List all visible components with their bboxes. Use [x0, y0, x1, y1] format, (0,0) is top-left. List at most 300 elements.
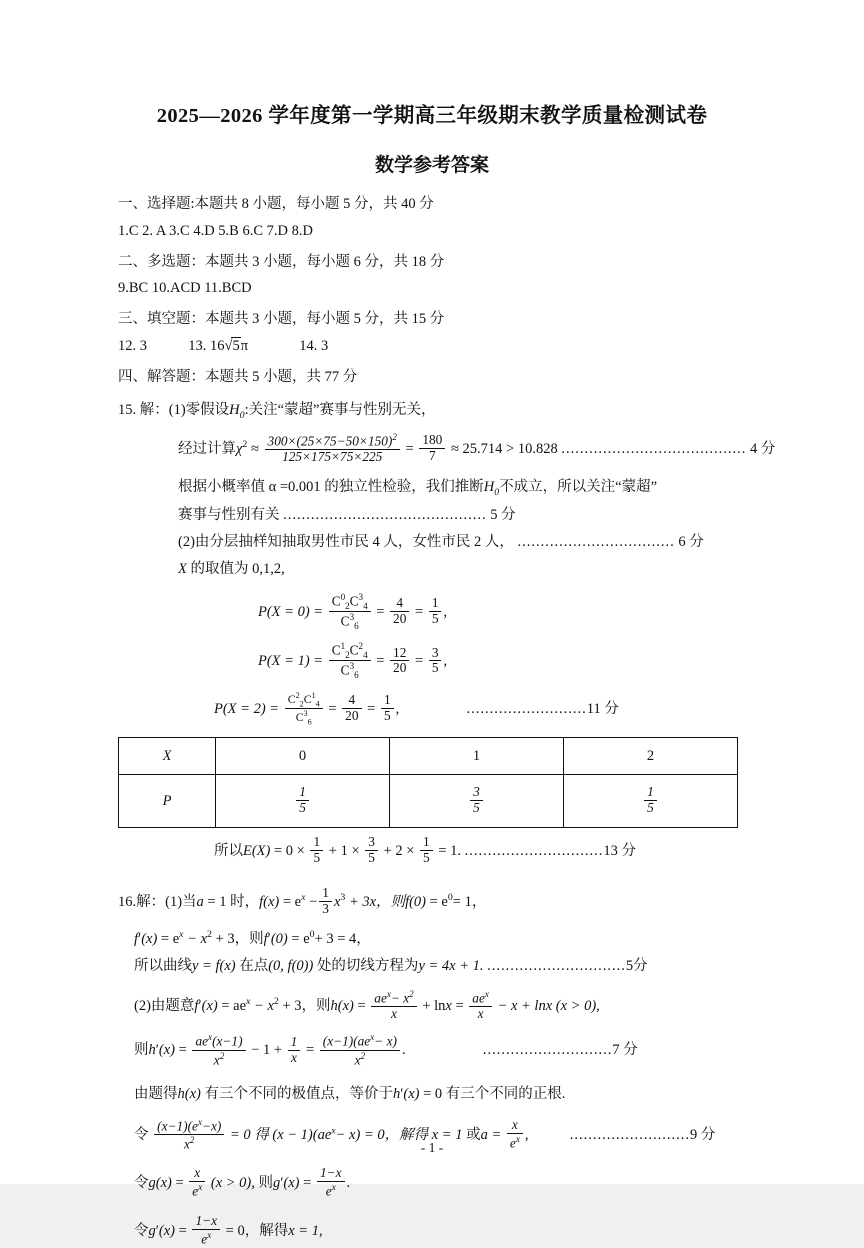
q15-p1-c3-sub: 6 [354, 670, 359, 681]
q15-ex-f2 [365, 835, 378, 866]
table-cell-p-label: P [119, 775, 216, 828]
q15-line-6 [178, 556, 746, 583]
q15-ex-f3 [420, 835, 433, 866]
q16-l2-i: + 3 = 4， [314, 931, 371, 948]
q15-ex-f1 [310, 835, 323, 866]
q15-chi-sup: 2 [242, 438, 248, 450]
q15-p2-f3-num: 1 [381, 693, 394, 709]
q15-p0-c3-sup: 3 [349, 611, 355, 622]
q16-l5-fr2-den: x [291, 1049, 297, 1065]
q16-l3-d: (0, f(0)) [268, 958, 314, 974]
q16-l1-a: 16.解：(1)当 [118, 894, 197, 911]
q16-l4-e: − x [254, 997, 274, 1014]
q15-l1-rest: :关注“蒙超”赛事与性别无关， [244, 401, 436, 418]
q16-l7-fr2-den-sup: x [515, 1133, 520, 1144]
q15-p2-fraction-2 [342, 693, 361, 724]
q16-l8-i: . [346, 1175, 351, 1192]
q16-line-8 [134, 1167, 746, 1200]
q16-l5-d: = [178, 1042, 187, 1059]
q16-l4-e-sup: 2 [273, 995, 279, 1007]
q16-l6-d: h [392, 1085, 401, 1102]
p0-fraction [296, 785, 309, 816]
q16-score-1: 5分 [625, 958, 648, 974]
section-3-heading: 三、填空题：本题共 3 小题，每小题 5 分，共 15 分 [118, 311, 445, 328]
q15-p1-f2-den: 20 [393, 660, 407, 676]
q15-ex-f1-num: 1 [310, 835, 323, 851]
q16-l1-frac [319, 886, 332, 917]
q15-p0-eq2: = [415, 603, 424, 620]
q16-l4-j: x [445, 997, 452, 1014]
q15-p1-c2: C [349, 642, 359, 658]
q16-l4-h: = [357, 997, 366, 1014]
q15-p1-fraction-2 [390, 646, 409, 677]
q15-p0-c1-sub: 2 [345, 600, 350, 611]
q16-l2-h: = e [291, 931, 310, 948]
q16-l3-a: 所以曲线 [134, 958, 192, 974]
q16-l6-prime: ′ [400, 1085, 404, 1102]
page-subtitle: 数学参考答案 [374, 155, 489, 176]
table-cell-p-0 [216, 775, 390, 828]
q16-l2-g: (0) [270, 931, 288, 948]
q16-l5-b: h [148, 1042, 156, 1059]
q15-p1-c2-sup: 2 [358, 641, 364, 652]
answer-13-suffix: π [240, 338, 249, 355]
q16-l8-a: 令 [134, 1175, 149, 1192]
q16-l7-d: x = 1 [431, 1126, 463, 1143]
q15-f1-num: 300×(25×75−50×150) [267, 433, 393, 449]
q16-l1-e-sup: x [301, 892, 306, 904]
sqrt-5: √5 [224, 338, 240, 355]
q15-p1-f3-num: 3 [429, 646, 442, 662]
q15-chi-fraction-1 [265, 432, 400, 465]
q16-line-3 [134, 953, 746, 980]
q15-p0-c3-sub: 6 [354, 621, 359, 632]
q15-p0-label: P(X = 0) = [258, 603, 324, 620]
q16-l5-c: (x) [158, 1042, 176, 1059]
q16-l8-fr2-den: e [325, 1183, 332, 1199]
q15-p0-f3-den: 5 [431, 610, 439, 626]
q15-p2-c2-sub: 4 [315, 699, 320, 709]
q16-l4-prime: ′ [198, 997, 202, 1014]
q15-p2-c2: C [303, 691, 312, 706]
q15-p0-c1-sup: 0 [340, 591, 346, 602]
q16-l8-fr2-den-sup: x [331, 1182, 336, 1193]
q15-f2-num: 180 [419, 433, 445, 449]
table-cell-x-label: X [119, 738, 216, 775]
q16-l5-frac2 [288, 1035, 301, 1066]
q15-ex-f1-den: 5 [313, 850, 321, 866]
q16-l7-a: 令 [134, 1126, 149, 1143]
q16-l2-prime2: ′ [267, 931, 271, 948]
q15-p2-line [214, 692, 746, 728]
q16-l9-e: = 0，解得 [225, 1222, 289, 1239]
section-1-answers: 1.C 2. A 3.C 4.D 5.B 6.C 7.D 8.D [118, 222, 313, 239]
distribution-table [118, 737, 738, 828]
q16-l4-a: (2)由题意 [134, 997, 195, 1014]
q16-l6-e: (x) [403, 1085, 420, 1102]
q15-chi-pre: 经过计算 [178, 440, 236, 457]
q15-p1-line [258, 642, 746, 682]
q16-l1-h: + 3x，则 [348, 894, 406, 911]
q15-f1-den: 125×175×75×225 [282, 449, 383, 465]
q16-l2-d-sup: 2 [207, 929, 212, 941]
q16-l5-fr3-num-sup: x [370, 1032, 375, 1043]
q15-p2-c3: C [295, 710, 304, 725]
q16-l9-fr-den-sup: x [207, 1229, 212, 1240]
q16-l1-i: f(0) [405, 894, 426, 911]
q15-p0-f2-num: 4 [390, 596, 409, 612]
q15-l3-h0-sub: 0 [494, 487, 500, 499]
q16-l9-frac [192, 1214, 220, 1247]
section-2-heading: 二、多选题：本题共 3 小题，每小题 6 分，共 18 分 [118, 253, 445, 270]
q15-ex-f2-num: 3 [365, 835, 378, 851]
q16-l3-b: y = f(x) [192, 958, 236, 974]
q15-p0-c2-sup: 3 [358, 591, 364, 602]
q15-score-5: 13 分 [603, 843, 637, 860]
q16-l4-f: + 3，则 [282, 997, 331, 1014]
p2-fraction [644, 785, 657, 816]
q15-p0-fraction-2 [390, 596, 409, 627]
q16-dots-3: .......................... [569, 1126, 690, 1143]
q15-expectation-line [214, 836, 746, 867]
q15-p2-comma: , [395, 700, 400, 717]
q15-p2-eq1: = [328, 700, 337, 717]
q15-p2-f3-den: 5 [383, 708, 391, 724]
q15-p1-c1-sub: 2 [345, 650, 350, 661]
q15-p0-f2-den: 20 [393, 610, 407, 626]
q16-l9-d: = [178, 1222, 187, 1239]
q16-l4-frac2 [469, 989, 492, 1022]
q15-l6-rest: 的取值为 0,1,2, [190, 560, 285, 577]
q15-chi-fraction-2 [419, 433, 445, 464]
p1-num: 3 [470, 785, 483, 801]
q16-l4-g: h(x) [330, 997, 354, 1014]
q16-l5-fr1-num2: (x−1) [212, 1033, 243, 1049]
q15-p1-label: P(X = 1) = [258, 653, 324, 670]
q15-f1-num-sup: 2 [392, 431, 397, 442]
q16-l5-prime: ′ [155, 1042, 159, 1059]
q16-l9-c: (x) [158, 1222, 176, 1239]
q15-p1-comma: , [443, 653, 448, 670]
q16-l2-prime: ′ [138, 931, 142, 948]
q15-p2-c3-sup: 3 [303, 709, 308, 719]
q16-l9-f: x = 1, [288, 1222, 323, 1239]
q15-p0-c1: C [331, 593, 341, 609]
q15-f2-den: 7 [428, 447, 436, 463]
q16-l9-a: 令 [134, 1222, 149, 1239]
q15-score-3: 6 分 [678, 534, 704, 551]
page-title: 2025—2026 学年度第一学期高三年级期末教学质量检测试卷 [156, 105, 708, 127]
q15-chi-approx: ≈ [250, 440, 259, 457]
q15-p2-c3-sub: 6 [307, 717, 312, 727]
q16-l4-b: f [194, 997, 199, 1014]
q16-l8-f: g [273, 1175, 281, 1192]
q16-l8-g: (x) [283, 1175, 300, 1192]
q16-l7-b-sup: x [331, 1125, 336, 1137]
q15-p1-fraction-3 [429, 646, 442, 677]
answer-14: 14. 3 [299, 338, 329, 355]
q16-l4-d-sup: x [246, 995, 251, 1007]
q16-l5-fr1-den: x [213, 1051, 220, 1067]
q15-line-1 [118, 397, 746, 425]
q16-l4-c: (x) [201, 997, 218, 1014]
q15-ex-mid1: + 1 × [328, 843, 360, 860]
q15-p2-fraction-3 [381, 693, 394, 724]
q15-p1-c3-sup: 3 [349, 661, 355, 672]
p0-num: 1 [296, 785, 309, 801]
q16-l5-fr3-num2: − x) [374, 1033, 397, 1049]
q15-dots-4: .......................... [466, 700, 587, 717]
q15-p0-fraction [329, 592, 371, 632]
q16-l4-fr-num2: − x [390, 990, 410, 1006]
q16-l5-fr1-num: ae [195, 1033, 209, 1049]
q16-l7-fr2-num: x [507, 1118, 523, 1134]
q15-ex-mid2: + 2 × [383, 843, 415, 860]
q16-var-a: a [196, 894, 204, 911]
q15-p0-f3-num: 1 [429, 596, 442, 612]
q15-line-5 [178, 529, 746, 556]
q16-l2-c: = e [160, 931, 180, 948]
q15-p1-f2-num: 12 [390, 646, 409, 662]
q16-l8-c: = [175, 1175, 184, 1192]
q15-p0-line [258, 593, 746, 633]
q15-dots-2: ............................................ [283, 507, 487, 524]
q16-l5-fr3-num: (x−1)(ae [322, 1033, 371, 1049]
q16-l4-fr-num2-sup: 2 [409, 988, 414, 999]
q16-l4-fr-num: ae [374, 990, 387, 1006]
q16-l8-fr-den-sup: x [198, 1182, 203, 1193]
p2-den: 5 [647, 799, 654, 815]
q16-l3-e: 处的切线方程为 [316, 958, 419, 974]
q16-l2-f2: f [263, 931, 268, 948]
section-3-answers [118, 333, 746, 360]
q15-p2-c1-sup: 2 [295, 690, 300, 700]
q16-l2-h-sup: 0 [309, 929, 315, 941]
q15-eq-1: = [405, 440, 414, 457]
q15-dots-1: ........................................ [561, 440, 747, 457]
q15-chi-line [178, 431, 776, 466]
q16-l7-e: 或 [466, 1126, 481, 1143]
q15-chi-symbol: χ [236, 440, 243, 457]
q16-l7-c: − x) = 0，解得 [335, 1126, 429, 1143]
q16-l5-fr2-num: 1 [288, 1035, 301, 1051]
q15-p1-eq1: = [376, 653, 385, 670]
table-cell-p-2 [564, 775, 738, 828]
q16-l3-c: 在点 [239, 958, 269, 974]
q15-ex-label: E(X) [243, 843, 271, 860]
q16-line-4 [134, 990, 746, 1023]
q16-line-9 [134, 1212, 746, 1248]
q16-l2-d: − x [187, 931, 208, 948]
q15-p1-c3: C [340, 662, 350, 678]
q15-p1-fraction [329, 641, 371, 681]
q15-p0-comma: , [443, 603, 448, 620]
q16-l4-fr-num-sup: x [386, 988, 391, 999]
q15-score-1: 4 分 [749, 440, 776, 457]
q16-l1-c: = 1 时， [207, 894, 260, 911]
q16-l8-fr2-num: 1−x [317, 1166, 345, 1182]
q16-l4-fr2-num-sup: x [484, 988, 489, 999]
q16-l8-h: = [303, 1175, 312, 1192]
q15-l3-rest: 不成立，所以关注“蒙超” [499, 479, 658, 496]
q15-l4-text: 赛事与性别有关 [178, 507, 280, 524]
q15-p1-f3-den: 5 [431, 660, 439, 676]
q16-l2-c-sup: x [179, 929, 184, 941]
table-cell-x-2: 2 [564, 738, 738, 775]
q15-ex-eq: = 0 × [274, 843, 305, 860]
table-cell-x-0: 0 [216, 738, 390, 775]
page-number: - 1 - [420, 1140, 444, 1155]
q16-dots-2: ............................ [482, 1042, 613, 1059]
q16-l4-k: = [455, 997, 464, 1014]
q16-l5-f: = [305, 1042, 315, 1059]
q15-l5-text: (2)由分层抽样知抽取男性市民 4 人，女性市民 2 人， [178, 534, 514, 551]
q16-fx: f(x) [259, 894, 280, 911]
q16-l4-fr2-den: x [477, 1006, 484, 1022]
answer-12: 12. 3 [118, 338, 147, 355]
table-row [119, 738, 738, 775]
q16-l2-e: + 3，则 [215, 931, 264, 948]
q15-p2-f2-num: 4 [342, 693, 361, 709]
q15-chi-value: ≈ 25.714 > 10.828 [450, 440, 558, 457]
q15-ex-f3-num: 1 [420, 835, 433, 851]
q16-l5-frac1 [192, 1032, 245, 1068]
q16-l1-g-sup: 3 [340, 892, 346, 904]
q15-p2-fraction [285, 691, 323, 727]
q16-l4-fr2-num: ae [472, 990, 485, 1006]
q15-p0-eq1: = [376, 603, 385, 620]
q15-line-4 [178, 502, 746, 529]
q15-p0-c2: C [349, 593, 359, 609]
table-cell-x-1: 1 [390, 738, 564, 775]
q15-score-2: 5 分 [490, 507, 516, 524]
q16-l7-fr-num: (x−1)(e [157, 1118, 198, 1134]
q15-var-x: X [178, 560, 187, 577]
q16-l7-fr2-den: e [509, 1135, 516, 1151]
q15-p1-eq2: = [415, 653, 424, 670]
q15-ex-f2-den: 5 [368, 850, 375, 866]
p1-den: 5 [473, 799, 480, 815]
q16-l9-prime: ′ [155, 1222, 159, 1239]
q16-l5-fr1-num-sup: x [208, 1032, 213, 1043]
table-cell-p-1 [390, 775, 564, 828]
q15-l3-h0: H [483, 479, 495, 496]
section-1-heading: 一、选择题:本题共 8 小题，每小题 5 分，共 40 分 [118, 196, 434, 212]
section-2-answers: 9.BC 10.ACD 11.BCD [118, 280, 252, 297]
q16-l1-j-sup: 0 [447, 892, 453, 904]
q16-l1-k: = 1， [452, 894, 487, 911]
q16-l1-e: = e [282, 894, 302, 911]
q15-ex-f3-den: 5 [423, 850, 430, 866]
q15-ex-end: = 1. [438, 843, 462, 860]
q15-l1-text: 15. 解：(1)零假设 [118, 401, 230, 418]
q15-p0-c2-sub: 4 [363, 600, 368, 611]
q15-p0-fraction-3 [429, 596, 442, 627]
q16-line-5 [134, 1033, 746, 1069]
q16-l5-a: 则 [134, 1042, 149, 1059]
q16-l7-b: = 0 得 (x − 1)(ae [229, 1126, 332, 1143]
q16-l4-l: − x + ln [497, 997, 546, 1014]
section-4-heading: 四、解答题：本题共 5 小题，共 77 分 [118, 368, 358, 385]
answer-13-prefix: 13. 16 [188, 338, 225, 355]
q16-score-3: 9 分 [689, 1126, 716, 1143]
q15-score-4: 11 分 [586, 700, 619, 717]
q15-ex-pre: 所以 [214, 843, 243, 860]
q16-l8-b: g(x) [148, 1175, 172, 1192]
q16-l2-f: f [134, 931, 139, 948]
q16-l5-fr3-den-sup: 2 [360, 1050, 366, 1061]
q16-line-2 [134, 926, 746, 953]
q16-l5-fr1-den-sup: 2 [219, 1050, 225, 1061]
q16-l1-j: = e [429, 894, 448, 911]
q16-l7-fr-num2: −x) [201, 1118, 222, 1134]
q16-l5-e: − 1 + [251, 1042, 283, 1059]
p1-fraction [470, 785, 483, 816]
q16-l4-fr-den: x [391, 1006, 397, 1022]
q16-l6-a: 由题得 [134, 1085, 178, 1102]
q16-l2-x: (x) [141, 931, 158, 948]
q16-l6-b: h(x) [177, 1085, 201, 1102]
q16-l7-fr-den-sup: 2 [189, 1135, 195, 1146]
q15-p2-c2-sup: 1 [311, 690, 316, 700]
q16-l8-e: 则 [258, 1175, 273, 1192]
q16-l8-fr-den: e [192, 1183, 199, 1199]
q16-l1-frac-den: 3 [322, 901, 329, 917]
q16-l4-m: x (x > 0), [545, 997, 600, 1014]
q16-l6-c: 有三个不同的极值点，等价于 [204, 1085, 393, 1102]
q15-p1-c1: C [331, 642, 341, 658]
q15-line-3 [178, 474, 746, 502]
p0-den: 5 [299, 799, 306, 815]
q16-l8-prime: ′ [280, 1175, 284, 1192]
q16-l9-fr-num: 1−x [192, 1214, 220, 1230]
q15-p2-c1-sub: 2 [299, 699, 304, 709]
p2-num: 1 [644, 785, 657, 801]
q15-p2-label: P(X = 2) = [214, 700, 280, 717]
q15-p0-c3: C [340, 613, 350, 629]
q16-line-1 [118, 887, 746, 918]
q16-l6-f: = 0 有三个不同的正根. [423, 1085, 566, 1102]
q16-l8-frac1 [189, 1166, 205, 1199]
q15-h0: H [229, 401, 240, 418]
q16-l1-g: x [333, 894, 341, 911]
q16-l8-fr-num: x [189, 1166, 205, 1182]
q16-l4-i: + ln [422, 997, 446, 1014]
q16-l9-fr-den: e [201, 1231, 208, 1247]
q16-l5-fr3-den: x [354, 1051, 361, 1067]
table-row [119, 775, 738, 828]
q16-l7-fr-num-sup: x [197, 1116, 202, 1127]
q16-l3-f: y = 4x + 1. [418, 958, 484, 974]
q15-h0-sub: 0 [239, 409, 245, 421]
q15-p1-c2-sub: 4 [363, 650, 368, 661]
q15-p2-eq2: = [367, 700, 376, 717]
q15-p2-c1: C [287, 691, 296, 706]
q15-p2-f2-den: 20 [345, 708, 359, 724]
q16-l7-f: a = [480, 1126, 502, 1143]
q16-l9-b: g [148, 1222, 156, 1239]
q15-l3-text: 根据小概率值 α =0.001 的独立性检验，我们推断 [178, 479, 484, 496]
q16-l5-frac3 [320, 1032, 400, 1068]
q16-l1-f: − [309, 894, 318, 911]
q15-p1-c1-sup: 1 [340, 641, 346, 652]
q16-l7-g: , [524, 1126, 529, 1143]
q16-line-6 [134, 1081, 746, 1108]
q16-l8-frac2 [317, 1166, 345, 1199]
q16-l4-d: = ae [221, 997, 247, 1014]
q16-score-2: 7 分 [612, 1042, 638, 1059]
q15-dots-5: .............................. [464, 843, 604, 860]
